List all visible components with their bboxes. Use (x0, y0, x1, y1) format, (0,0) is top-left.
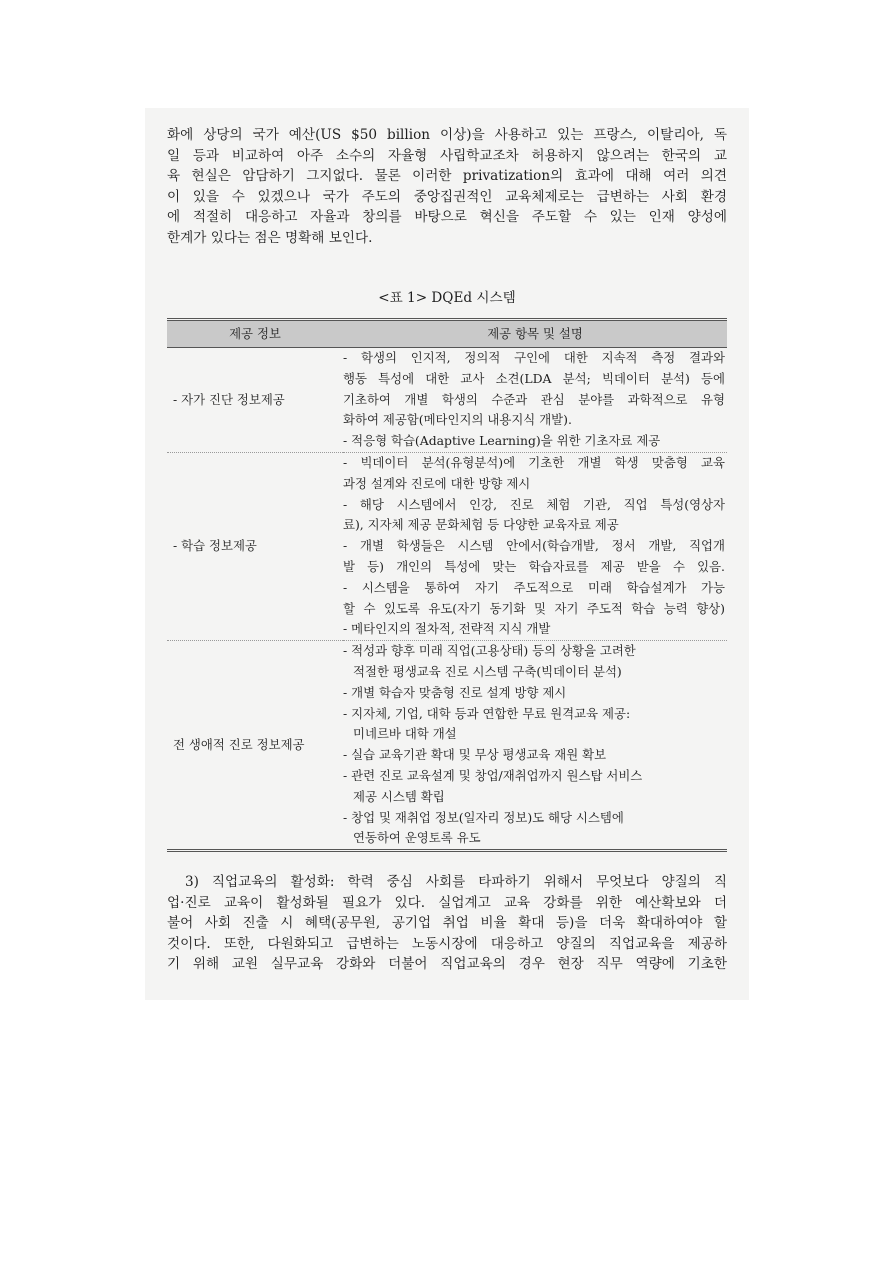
description-line: - 개별 학생들은 시스템 안에서(학습개발, 정서 개발, 직업개 (343, 538, 725, 554)
table-header-row (167, 320, 727, 348)
row-category: 전 생애적 진로 정보제공 (167, 641, 343, 851)
description-line: 료), 지자체 제공 문화체험 등 다양한 교육자료 제공 (343, 517, 619, 533)
paragraph-line: 에 적절히 대응하고 자율과 창의를 바탕으로 혁신을 주도할 수 있는 인재 양성에 (167, 209, 727, 226)
description-line: 행동 특성에 대한 교사 소견(LDA 분석; 빅데이터 분석) 등에 (343, 370, 725, 386)
row-category: - 자가 진단 정보제공 (173, 391, 285, 407)
paragraph-line: 것이다. 또한, 다원화되고 급변하는 노동시장에 대응하고 양질의 직업교육을 제공하 (167, 935, 727, 952)
paragraph-line: 한계가 있다는 점은 명확해 보인다. (167, 229, 373, 246)
paragraph-line: 업·진로 교육이 활성화될 필요가 있다. 실업계고 교육 강화를 위한 예산확보와 더 (167, 894, 727, 911)
paragraph-line: 이 있을 수 있겠으나 국가 주도의 중앙집권적인 교육체제로는 급변하는 사회 환경 (167, 188, 727, 205)
dqed-system-table (167, 318, 727, 852)
description-line: - 빅데이터 분석(유형분석)에 기초한 개별 학생 맞춤형 교육 (343, 454, 725, 470)
header-provided-info: 제공 정보 (167, 320, 343, 348)
description-line: - 실습 교육기관 확대 및 무상 평생교육 재원 확보 (343, 747, 607, 763)
description-line: 화하여 제공함(메타인지의 내용지식 개발). (343, 412, 572, 428)
row-description (343, 452, 727, 640)
description-line: 연동하여 운영토록 유도 (353, 830, 481, 846)
description-line: - 학생의 인지적, 정의적 구인에 대한 지속적 측정 결과와 (343, 350, 725, 365)
row-description (343, 348, 727, 453)
paragraph-line: 불어 사회 진출 시 혜택(공무원, 공기업 취업 비율 확대 등)을 더욱 확대하여야 할 (167, 915, 727, 932)
paragraph-line: 육 현실은 암담하기 그지없다. 물론 이러한 privatization의 효과에 대해 여러 의견 (167, 168, 727, 185)
paragraph-line: 기 위해 교원 실무교육 강화와 더불어 직업교육의 경우 현장 직무 역량에 기초한 (167, 956, 727, 973)
body-paragraph-1 (167, 125, 727, 249)
description-line: - 개별 학습자 맞춤형 진로 설계 방향 제시 (343, 684, 567, 700)
description-line: 기초하여 개별 학생의 수준과 관심 분야를 과학적으로 유형 (343, 391, 725, 407)
paragraph-line: 화에 상당의 국가 예산(US $50 billion 이상)을 사용하고 있는 프랑스, 이탈리아, 독 (167, 127, 727, 143)
header-items-description: 제공 항목 및 설명 (343, 320, 727, 348)
description-line: - 시스템을 통하여 자기 주도적으로 미래 학습설계가 가능 (343, 579, 725, 595)
description-line: 미네르바 대학 개설 (353, 726, 457, 742)
row-description (343, 641, 727, 851)
description-line: - 관련 진로 교육설계 및 창업/재취업까지 원스탑 서비스 (343, 767, 643, 783)
description-line: 제공 시스템 확립 (353, 788, 445, 804)
row-category: - 학습 정보제공 (167, 452, 343, 640)
description-line: 할 수 있도록 유도(자기 동기화 및 자기 주도적 학습 능력 향상) (343, 600, 725, 616)
table-row (167, 348, 727, 453)
description-line: 과정 설계와 진로에 대한 방향 제시 (343, 475, 531, 491)
table-row (167, 452, 727, 640)
description-line: - 적응형 학습(Adaptive Learning)을 위한 기초자료 제공 (343, 433, 661, 449)
paragraph-line: 3) 직업교육의 활성화: 학력 중심 사회를 타파하기 위해서 무엇보다 양질의 직 (185, 874, 727, 890)
description-line: - 적성과 향후 미래 직업(고용상태) 등의 상황을 고려한 (343, 643, 636, 659)
table-caption: <표 1> DQEd 시스템 (378, 290, 516, 306)
paragraph-line: 일 등과 비교하여 아주 소수의 자율형 사립학교조차 허용하지 않으려는 한국의 교 (167, 147, 727, 164)
description-line: - 창업 및 재취업 정보(일자리 정보)도 해당 시스템에 (343, 809, 624, 825)
description-line: 발 등) 개인의 특성에 맞는 학습자료를 제공 받을 수 있음. (343, 558, 725, 574)
description-line: - 지자체, 기업, 대학 등과 연합한 무료 원격교육 제공: (343, 705, 631, 721)
table-row (167, 641, 727, 851)
description-line: 적절한 평생교육 진로 시스템 구축(빅데이터 분석) (353, 663, 622, 679)
description-line: - 메타인지의 절차적, 전략적 지식 개발 (343, 621, 551, 637)
description-line: - 해당 시스템에서 인강, 진로 체험 기관, 직업 특성(영상자 (343, 496, 725, 512)
body-paragraph-2 (167, 872, 727, 975)
